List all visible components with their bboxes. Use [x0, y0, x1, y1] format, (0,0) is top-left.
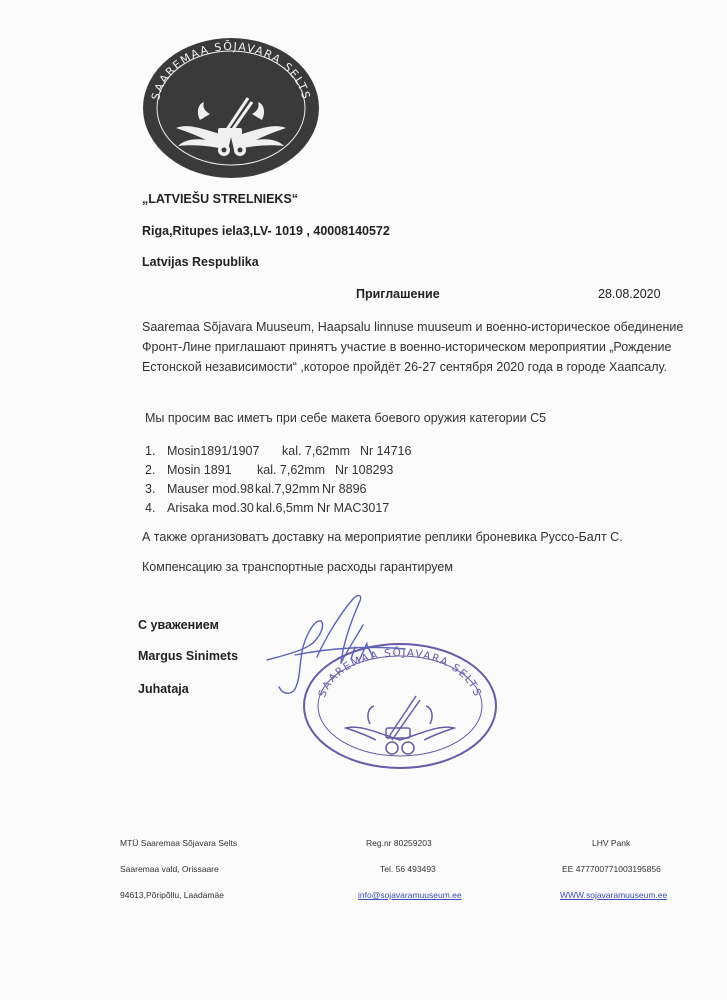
- paragraph-line: Saaremaa Sõjavara Muuseum, Haapsalu linnuse muuseum и военно-историческое обединение: [142, 320, 684, 334]
- delivery-request: А также организоватъ доставку на мероприятие реплики броневика Руссо-Балт С.: [142, 530, 623, 544]
- invitation-paragraph: [142, 317, 683, 377]
- weapons-request: Мы просим вас иметъ при себе макета боевого оружия категории С5: [145, 411, 547, 425]
- weapon-serial: Nr MAC3017: [317, 501, 390, 515]
- recipient-address: Riga,Ritupes iela3,LV- 1019 , 40008140572: [142, 224, 390, 238]
- weapons-list: [145, 442, 412, 518]
- weapon-caliber: kal.7,92mm: [255, 482, 320, 496]
- list-item: [145, 480, 367, 499]
- signer-name: Margus Sinimets: [138, 649, 239, 663]
- footer-email-link[interactable]: info@sojavaramuuseum.ee: [358, 890, 462, 900]
- item-number: 2.: [145, 463, 156, 477]
- footer-bank: LHV Pank: [592, 838, 631, 848]
- compensation-note: Компенсацию за транспортные расходы гарантируем: [142, 560, 453, 574]
- weapon-name: Mosin 1891: [167, 463, 232, 477]
- paragraph-line: Фронт-Лине приглашают принятъ участие в военно-историческом мероприятии „Рождение: [142, 340, 672, 354]
- footer-iban: EE 477700771003195856: [562, 864, 661, 874]
- signer-role: Juhataja: [138, 682, 189, 696]
- regards: С уважением: [138, 618, 219, 632]
- footer-tel: Tel. 56 493493: [380, 864, 436, 874]
- recipient-name: „LATVIEŠU STRELNIEKS“: [142, 192, 299, 206]
- footer-reg: Reg.nr 80259203: [366, 838, 432, 848]
- footer-org: MTÜ Saaremaa Sõjavara Selts: [120, 838, 238, 848]
- item-number: 1.: [145, 444, 156, 458]
- stamp-text: SAAREMAA SÕJAVARA SELTS: [316, 646, 484, 699]
- weapon-serial: Nr 14716: [360, 444, 412, 458]
- recipient-country: Latvijas Respublika: [142, 255, 259, 269]
- letter-title: Приглашение: [356, 287, 440, 301]
- list-item: [145, 461, 394, 480]
- paragraph-line: Естонской независимости“ ,которое пройдёт 26-27 сентября 2020 года в городе Хаапсалу.: [142, 360, 668, 374]
- item-number: 4.: [145, 501, 156, 515]
- logo-text: SAAREMAA SÕJAVARA SELTS: [149, 39, 313, 102]
- footer-website-link[interactable]: WWW.sojavaramuuseum.ee: [560, 890, 668, 900]
- weapon-caliber: kal. 7,62mm: [257, 463, 326, 477]
- handwritten-signature: [255, 585, 410, 705]
- list-item: [145, 499, 390, 518]
- list-item: [145, 442, 412, 461]
- society-logo: [140, 32, 322, 182]
- weapon-name: Mauser mod.98: [167, 482, 254, 496]
- letter-date: 28.08.2020: [598, 287, 661, 301]
- weapon-serial: Nr 8896: [322, 482, 367, 496]
- footer-parish: Saaremaa vald, Orissaare: [120, 864, 219, 874]
- weapon-caliber: kal. 7,62mm: [282, 444, 351, 458]
- footer-postal: 94613,Põripõllu, Laadamäe: [120, 890, 224, 900]
- weapon-caliber: kal.6,5mm: [256, 501, 314, 515]
- weapon-serial: Nr 108293: [335, 463, 394, 477]
- weapon-name: Arisaka mod.30: [167, 501, 254, 515]
- item-number: 3.: [145, 482, 156, 496]
- weapon-name: Mosin1891/1907: [167, 444, 260, 458]
